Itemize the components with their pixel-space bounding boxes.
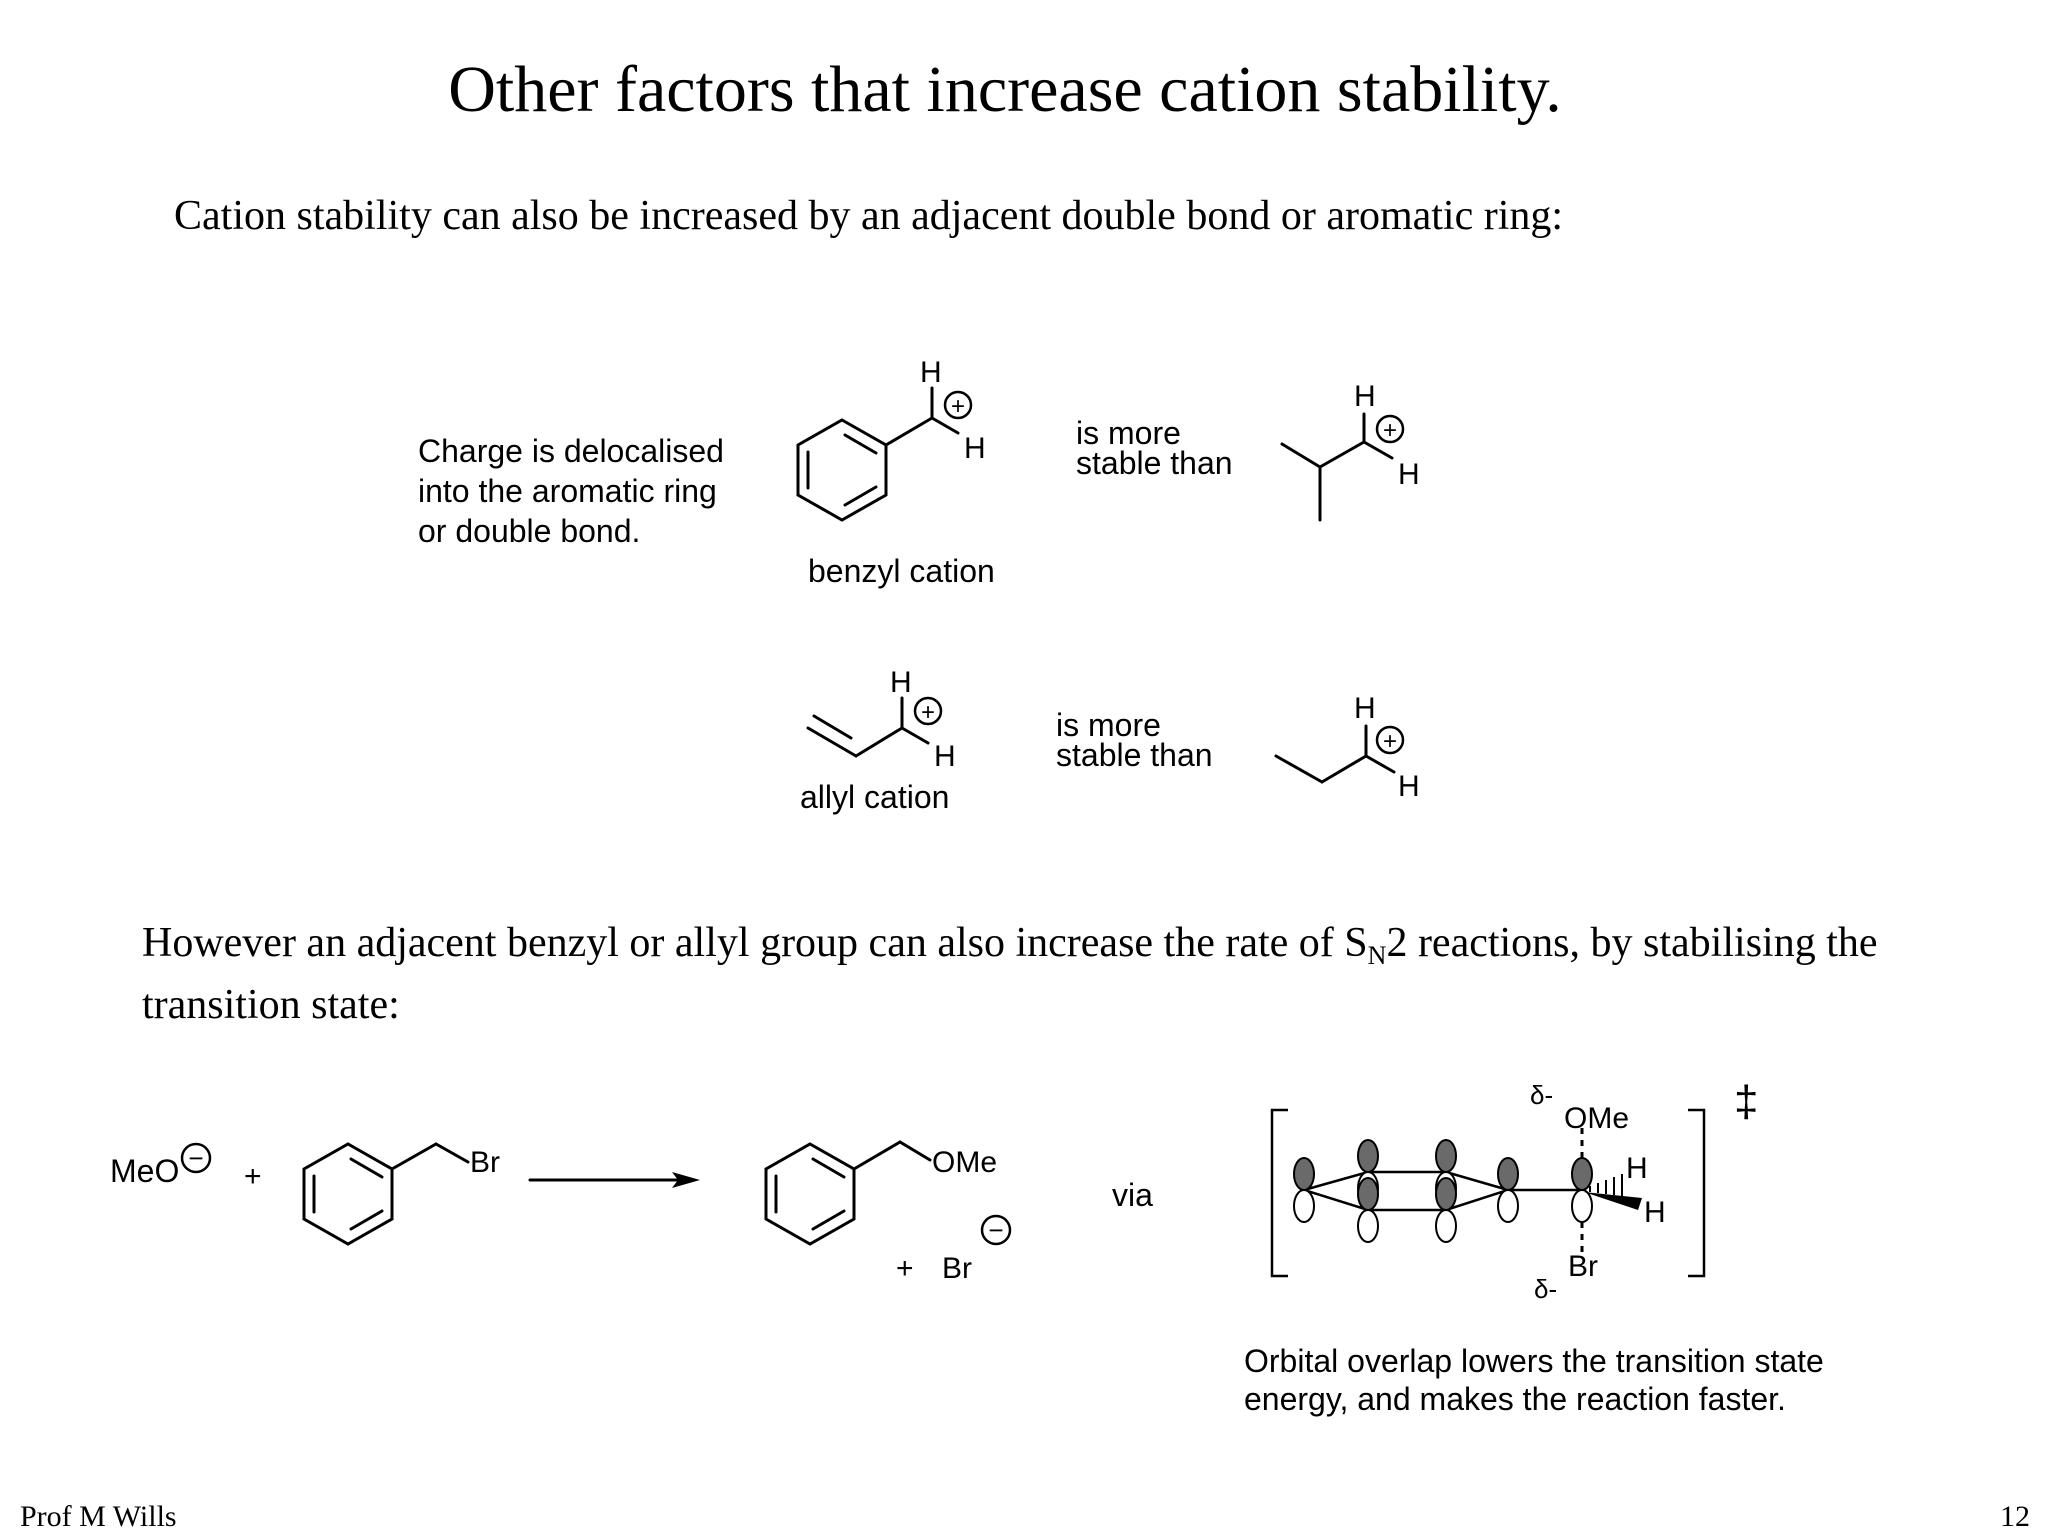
- benzyl-h-top: H: [920, 356, 942, 389]
- bromide-minus-sign: −: [988, 1215, 1004, 1245]
- benzyl-plus-sign: +: [950, 393, 966, 420]
- benzyl-cation-structure: [798, 356, 986, 520]
- delta-minus-bottom: δ-: [1534, 1274, 1558, 1304]
- page-number: 12: [2000, 1500, 2030, 1533]
- compare-line1-bottom: is more: [1056, 707, 1161, 743]
- transition-state: [1272, 1077, 1758, 1304]
- right-bracket: [1688, 1110, 1704, 1276]
- methoxide-minus-sign: −: [188, 1143, 204, 1173]
- compare-line2-top: stable than: [1076, 445, 1233, 481]
- p-orbital-1: [1294, 1158, 1314, 1222]
- propyl-h-right: H: [1398, 770, 1420, 803]
- bromide-label: Br: [942, 1252, 972, 1285]
- methoxy-label: OMe: [932, 1146, 998, 1179]
- isobutyl-plus-sign: +: [1382, 417, 1398, 444]
- left-bracket: [1272, 1110, 1288, 1276]
- caption-line-1: Orbital overlap lowers the transition state: [1244, 1343, 1824, 1379]
- propyl-h-top: H: [1354, 692, 1376, 725]
- bromine-label: Br: [470, 1146, 500, 1179]
- propyl-cation-structure: [1276, 692, 1420, 803]
- plus-sign-products: +: [896, 1252, 914, 1285]
- intro-sentence: Cation stability can also be increased by an adjacent double bond or aromatic ring:: [174, 193, 1564, 239]
- note-line-1: Charge is delocalised: [418, 433, 724, 469]
- note-line-3: or double bond.: [418, 513, 641, 549]
- delta-minus-top: δ-: [1530, 1080, 1554, 1110]
- reaction-arrow: [530, 1172, 700, 1188]
- footer-author: Prof M Wills: [20, 1500, 177, 1533]
- ts-h-upper: H: [1626, 1152, 1648, 1185]
- sn2-sentence-end: 2 reactions, by stabilising the transition state:: [142, 920, 1878, 1028]
- benzyl-h-right: H: [964, 432, 986, 465]
- double-dagger: ‡: [1734, 1077, 1759, 1126]
- compare-line2-bottom: stable than: [1056, 737, 1213, 773]
- caption-line-2: energy, and makes the reaction faster.: [1244, 1381, 1786, 1417]
- compare-line1-top: is more: [1076, 415, 1181, 451]
- sn2-sentence-start: However an adjacent benzyl or allyl group can also increase the rate of S: [142, 920, 1368, 966]
- benzyl-methyl-ether-structure: [766, 1142, 997, 1244]
- isobutyl-h-right: H: [1398, 458, 1420, 491]
- benzyl-bromide-structure: [304, 1144, 500, 1244]
- allyl-cation-structure: [808, 666, 956, 773]
- sn2-subscript: N: [1367, 941, 1387, 970]
- via-label: via: [1112, 1177, 1153, 1213]
- plus-sign-reactants: +: [244, 1160, 262, 1193]
- methoxide-label: MeO: [110, 1153, 180, 1189]
- allyl-plus-sign: +: [920, 699, 936, 726]
- allyl-h-top: H: [890, 666, 912, 699]
- isobutyl-h-top: H: [1354, 380, 1376, 413]
- ts-bromine-label: Br: [1568, 1250, 1598, 1283]
- allyl-h-right: H: [934, 740, 956, 773]
- note-line-2: into the aromatic ring: [418, 473, 717, 509]
- allyl-cation-label: allyl cation: [800, 779, 950, 815]
- propyl-plus-sign: +: [1382, 728, 1398, 755]
- slide-title: Other factors that increase cation stability.: [448, 53, 1562, 126]
- ts-methoxy-label: OMe: [1564, 1102, 1630, 1135]
- benzyl-cation-label: benzyl cation: [808, 553, 995, 589]
- ts-h-lower: H: [1644, 1196, 1666, 1229]
- isobutyl-cation-structure: [1282, 380, 1420, 520]
